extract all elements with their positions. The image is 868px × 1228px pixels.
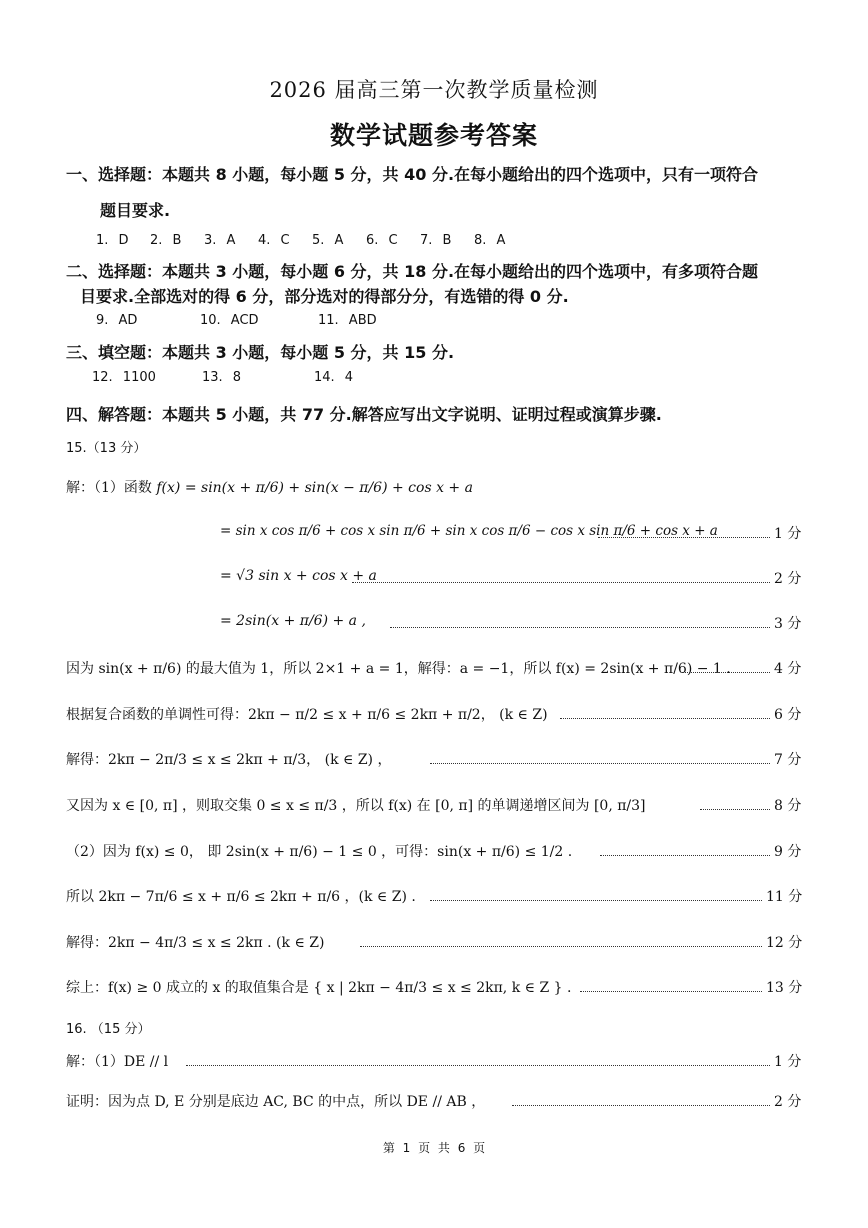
q15-line-5-score: 6 分	[774, 707, 802, 723]
q16-heading: 16. （15 分）	[66, 1022, 151, 1037]
section-2-heading-cont: 目要求.全部选对的得 6 分，部分选对的得部分分，有选错的得 0 分.	[80, 287, 569, 306]
section-2-heading: 二、选择题：本题共 3 小题，每小题 6 分，共 18 分.在每小题给出的四个选项中，有多项符合题	[66, 262, 759, 281]
score-leader	[700, 809, 770, 810]
score-leader	[186, 1065, 770, 1066]
q15-line-9: 所以 2kπ − 7π/6 ≤ x + π/6 ≤ 2kπ + π/6 ，(k ∈ Z) .	[66, 889, 416, 905]
q15-line-0-formula: f(x) = sin(x + π/6) + sin(x − π/6) + cos x + a	[156, 480, 473, 496]
document-title: 2026 届高三第一次教学质量检测	[269, 78, 599, 102]
score-leader	[682, 672, 770, 673]
q15-line-4-score: 4 分	[774, 661, 802, 677]
answer-item: 7. B	[420, 233, 452, 248]
q15-line-6: 解得：2kπ − 2π/3 ≤ x ≤ 2kπ + π/3， (k ∈ Z) ，	[66, 752, 392, 768]
q15-line-8: （2）因为 f(x) ≤ 0， 即 2sin(x + π/6) − 1 ≤ 0 ，可得：sin(x + π/6) ≤ 1/2 .	[66, 844, 573, 860]
answer-item: 2. B	[150, 233, 182, 248]
q15-line-1-score: 1 分	[774, 526, 802, 542]
answer-item: 14. 4	[314, 370, 354, 385]
score-leader	[598, 537, 770, 538]
score-leader	[360, 946, 762, 947]
section-2-answers	[96, 313, 398, 328]
score-leader	[352, 582, 770, 583]
q15-heading: 15.（13 分）	[66, 441, 147, 456]
q16-line-2: 证明：因为点 D, E 分别是底边 AC, BC 的中点，所以 DE // AB ，	[66, 1094, 486, 1110]
score-leader	[430, 900, 762, 901]
q15-line-5: 根据复合函数的单调性可得：2kπ − π/2 ≤ x + π/6 ≤ 2kπ + π/2， (k ∈ Z)	[66, 707, 548, 723]
q16-line-1: 解：（1）DE // l	[66, 1054, 169, 1070]
q15-line-2-score: 2 分	[774, 571, 802, 587]
q15-line-11: 综上：f(x) ≥ 0 成立的 x 的取值集合是 { x | 2kπ − 4π/3 ≤ x ≤ 2kπ, k ∈ Z } .	[66, 980, 572, 996]
q15-line-8-score: 9 分	[774, 844, 802, 860]
answer-item: 4. C	[258, 233, 290, 248]
score-leader	[580, 991, 762, 992]
answer-item: 1. D	[96, 233, 129, 248]
section-1-heading: 一、选择题：本题共 8 小题，每小题 5 分，共 40 分.在每小题给出的四个选项中，只有一项符合	[66, 165, 759, 184]
score-leader	[430, 763, 770, 764]
section-1-heading-cont: 题目要求.	[100, 201, 171, 220]
answer-item: 9. AD	[96, 313, 138, 328]
answer-item: 10. ACD	[200, 313, 259, 328]
q15-line-3-formula: = 2sin(x + π/6) + a ,	[220, 613, 366, 629]
answer-item: 13. 8	[202, 370, 242, 385]
score-leader	[512, 1105, 770, 1106]
answer-item: 3. A	[204, 233, 236, 248]
q15-line-9-score: 11 分	[766, 889, 803, 905]
answer-item: 5. A	[312, 233, 344, 248]
section-1-answers	[96, 233, 528, 248]
q15-line-7-score: 8 分	[774, 798, 802, 814]
section-3-heading: 三、填空题：本题共 3 小题，每小题 5 分，共 15 分.	[66, 343, 455, 362]
q15-line-0-prefix: 解：（1）函数	[66, 480, 152, 496]
q15-line-10: 解得：2kπ − 4π/3 ≤ x ≤ 2kπ . (k ∈ Z)	[66, 935, 325, 951]
q15-line-0	[66, 477, 473, 497]
score-leader	[390, 627, 770, 628]
q15-line-10-score: 12 分	[766, 935, 803, 951]
q15-line-11-score: 13 分	[766, 980, 803, 996]
q16-line-1-score: 1 分	[774, 1054, 802, 1070]
q15-line-1-formula: = sin x cos π/6 + cos x sin π/6 + sin x cos π/6 − cos x sin π/6 + cos x + a	[220, 523, 718, 539]
page-number: 第 1 页 共 6 页	[382, 1141, 486, 1155]
answer-item: 11. ABD	[318, 313, 377, 328]
q15-line-6-score: 7 分	[774, 752, 802, 768]
section-3-answers	[92, 370, 374, 385]
answer-item: 6. C	[366, 233, 398, 248]
q15-line-4: 因为 sin(x + π/6) 的最大值为 1，所以 2×1 + a = 1，解得：a = −1，所以 f(x) = 2sin(x + π/6) − 1 .	[66, 661, 731, 677]
answer-item: 12. 1100	[92, 370, 156, 385]
document-subtitle: 数学试题参考答案	[329, 121, 538, 150]
answer-item: 8. A	[474, 233, 506, 248]
score-leader	[600, 855, 770, 856]
section-4-heading: 四、解答题：本题共 5 小题，共 77 分.解答应写出文字说明、证明过程或演算步骤.	[66, 405, 662, 424]
q15-line-3-score: 3 分	[774, 616, 802, 632]
score-leader	[560, 718, 770, 719]
q15-line-2-formula: = √3 sin x + cos x + a	[220, 568, 377, 584]
q15-line-7: 又因为 x ∈ [0, π] ，则取交集 0 ≤ x ≤ π/3 ，所以 f(x) 在 [0, π] 的单调递增区间为 [0, π/3]	[66, 798, 646, 814]
q16-line-2-score: 2 分	[774, 1094, 802, 1110]
